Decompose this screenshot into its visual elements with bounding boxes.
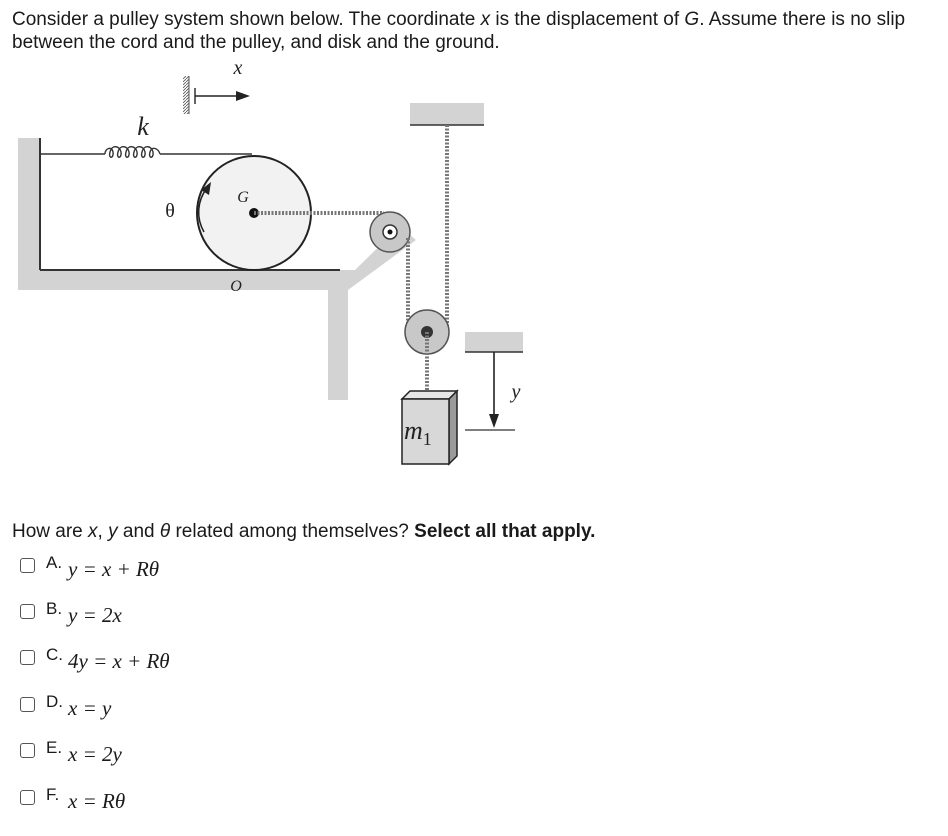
question-text xyxy=(12,520,595,544)
prompt-var-g: G xyxy=(684,9,700,30)
option-d[interactable] xyxy=(18,692,418,722)
question-and: and xyxy=(117,521,160,542)
spring xyxy=(105,147,160,158)
fixed-pulley-center xyxy=(388,230,393,235)
mass-block-side xyxy=(449,391,457,464)
question-comma: , xyxy=(97,521,109,542)
prompt-var-x: x xyxy=(480,9,491,30)
x-reference-hatch xyxy=(183,76,189,114)
mass-block-top xyxy=(402,391,457,399)
option-f-checkbox[interactable] xyxy=(20,790,35,805)
prompt-text-2: is the displacement of xyxy=(490,9,685,30)
option-c[interactable] xyxy=(18,645,418,675)
option-d-checkbox[interactable] xyxy=(20,697,35,712)
prompt-text-3: . Assume there is no slip between the cord and the pulley, and disk and the ground. xyxy=(12,9,906,53)
option-e[interactable] xyxy=(18,738,418,768)
g-label: G xyxy=(237,189,249,206)
o-label: O xyxy=(230,278,242,295)
option-e-letter: E. xyxy=(46,738,63,757)
option-d-letter: D. xyxy=(46,692,63,711)
question-instruction: Select all that apply. xyxy=(414,521,596,542)
x-label: x xyxy=(233,58,243,79)
option-b-checkbox[interactable] xyxy=(20,604,35,619)
problem-statement xyxy=(12,8,937,54)
option-a[interactable] xyxy=(18,553,418,583)
option-f[interactable] xyxy=(18,785,418,815)
question-var-y: y xyxy=(108,521,118,542)
option-c-expression: 4y = x + Rθ xyxy=(68,649,170,673)
ceiling-support xyxy=(410,103,484,125)
question-text-2: related among themselves? xyxy=(170,521,415,542)
pulley-system-diagram xyxy=(0,58,560,478)
option-b[interactable] xyxy=(18,599,418,629)
option-c-letter: C. xyxy=(46,645,63,664)
option-f-expression: x = Rθ xyxy=(68,789,126,813)
option-c-checkbox[interactable] xyxy=(20,650,35,665)
option-f-letter: F. xyxy=(46,785,60,804)
y-label: y xyxy=(511,381,521,403)
question-text-1: How are xyxy=(12,521,89,542)
spring-label-k: k xyxy=(137,112,149,141)
option-a-checkbox[interactable] xyxy=(20,558,35,573)
mass-label: $m_1$ xyxy=(404,416,432,449)
option-d-expression: x = y xyxy=(68,696,112,720)
option-a-letter: A. xyxy=(46,553,63,572)
y-reference-support xyxy=(465,332,523,352)
prompt-text-1: Consider a pulley system shown below. The coordinate xyxy=(12,9,481,30)
theta-label: θ xyxy=(165,200,175,222)
option-a-expression: y = x + Rθ xyxy=(68,557,160,581)
y-arrow-head xyxy=(489,414,499,428)
option-b-expression: y = 2x xyxy=(68,603,122,627)
option-e-expression: x = 2y xyxy=(68,742,122,766)
option-e-checkbox[interactable] xyxy=(20,743,35,758)
question-var-x: x xyxy=(88,521,98,542)
x-arrow-head xyxy=(236,91,250,101)
question-var-theta: θ xyxy=(159,521,171,542)
option-b-letter: B. xyxy=(46,599,63,618)
